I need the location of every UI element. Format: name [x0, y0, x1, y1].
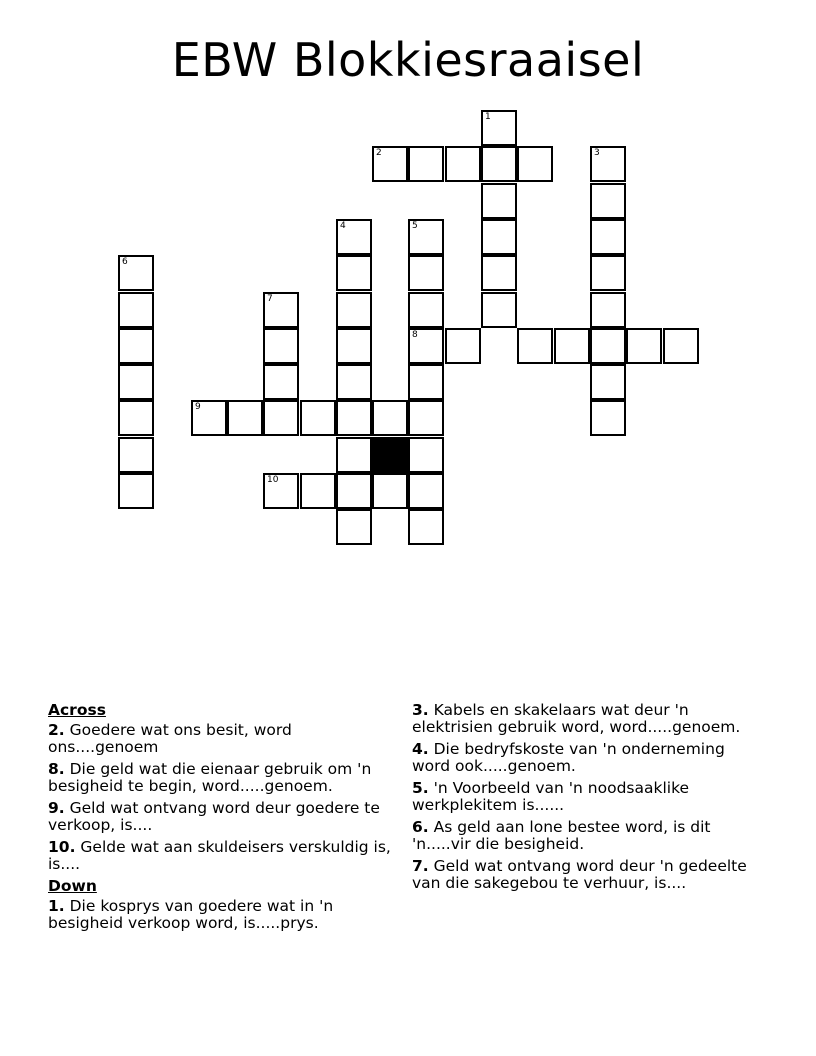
grid-cell[interactable] — [590, 400, 626, 436]
grid-cell[interactable] — [263, 292, 299, 328]
grid-cell[interactable] — [590, 292, 626, 328]
grid-cell[interactable] — [517, 146, 553, 182]
grid-cell[interactable] — [191, 400, 227, 436]
grid-cell[interactable] — [590, 328, 626, 364]
grid-cell[interactable] — [408, 292, 444, 328]
clue-number: 3 — [594, 148, 600, 158]
grid-cell[interactable] — [372, 473, 408, 509]
grid-cell[interactable] — [118, 328, 154, 364]
grid-cell[interactable] — [408, 400, 444, 436]
grid-cell[interactable] — [663, 328, 699, 364]
clue-number: 1 — [485, 112, 491, 122]
clue-down-4: 4. Die bedryfskoste van 'n onderneming word ook.....genoem. — [412, 740, 725, 775]
clue-across-8: 8. Die geld wat die eienaar gebruik om 'n besigheid te begin, word.....genoem. — [48, 760, 372, 795]
grid-cell[interactable] — [118, 364, 154, 400]
clue-across-2: 2. Goedere wat ons besit, word ons....genoem — [48, 721, 292, 756]
clue-down-1: 1. Die kosprys van goedere wat in 'n besigheid verkoop word, is.....prys. — [48, 897, 334, 932]
grid-cell[interactable] — [481, 183, 517, 219]
clue-number: 9 — [195, 402, 201, 412]
grid-cell[interactable] — [481, 292, 517, 328]
grid-cell[interactable] — [590, 146, 626, 182]
grid-cell[interactable] — [408, 473, 444, 509]
clue-number: 5 — [412, 221, 418, 231]
grid-cell[interactable] — [590, 364, 626, 400]
grid-cell[interactable] — [372, 400, 408, 436]
grid-cell[interactable] — [336, 473, 372, 509]
grid-cell[interactable] — [408, 328, 444, 364]
grid-cell[interactable] — [408, 364, 444, 400]
grid-cell[interactable] — [263, 328, 299, 364]
grid-cell[interactable] — [336, 400, 372, 436]
grid-cell[interactable] — [336, 364, 372, 400]
grid-cell[interactable] — [481, 110, 517, 146]
grid-cell[interactable] — [445, 328, 481, 364]
clue-across-10: 10. Gelde wat aan skuldeisers verskuldig is, is.... — [48, 838, 391, 873]
grid-cell[interactable] — [336, 255, 372, 291]
grid-cell[interactable] — [263, 400, 299, 436]
grid-cell[interactable] — [300, 400, 336, 436]
grid-cell[interactable] — [227, 400, 263, 436]
clue-number: 8 — [412, 330, 418, 340]
clue-down-3: 3. Kabels en skakelaars wat deur 'n elektrisien gebruik word, word.....genoem. — [412, 701, 741, 736]
grid-cell[interactable] — [263, 364, 299, 400]
grid-cell[interactable] — [554, 328, 590, 364]
grid-cell[interactable] — [408, 219, 444, 255]
grid-cell[interactable] — [590, 183, 626, 219]
clue-number: 6 — [122, 257, 128, 267]
grid-cell[interactable] — [336, 292, 372, 328]
clue-number: 2 — [376, 148, 382, 158]
grid-cell[interactable] — [372, 146, 408, 182]
grid-cell[interactable] — [445, 146, 481, 182]
grid-cell[interactable] — [590, 219, 626, 255]
grid-cell[interactable] — [336, 219, 372, 255]
grid-cell[interactable] — [336, 509, 372, 545]
grid-cell[interactable] — [118, 255, 154, 291]
clues-right-column — [412, 702, 757, 897]
grid-cell[interactable] — [590, 255, 626, 291]
grid-cell[interactable] — [481, 219, 517, 255]
grid-cell[interactable] — [336, 437, 372, 473]
grid-cell[interactable] — [118, 473, 154, 509]
down-heading: Down — [48, 877, 97, 895]
grid-cell[interactable] — [300, 473, 336, 509]
grid-cell[interactable] — [481, 146, 517, 182]
grid-cell[interactable] — [481, 255, 517, 291]
grid-cell[interactable] — [118, 292, 154, 328]
clue-number: 4 — [340, 221, 346, 231]
clue-number: 7 — [267, 294, 273, 304]
clue-down-6: 6. As geld aan lone bestee word, is dit 'n.....vir die besigheid. — [412, 818, 711, 853]
clue-down-7: 7. Geld wat ontvang word deur 'n gedeelte van die sakegebou te verhuur, is.... — [412, 857, 747, 892]
grid-cell[interactable] — [408, 255, 444, 291]
clue-number: 10 — [267, 475, 279, 485]
grid-cell[interactable] — [408, 437, 444, 473]
blocked-cell — [372, 437, 408, 473]
grid-cell[interactable] — [263, 473, 299, 509]
clue-down-5: 5. 'n Voorbeeld van 'n noodsaaklike werkplekitem is...... — [412, 779, 690, 814]
grid-cell[interactable] — [118, 437, 154, 473]
grid-cell[interactable] — [336, 328, 372, 364]
grid-cell[interactable] — [408, 509, 444, 545]
grid-cell[interactable] — [408, 146, 444, 182]
clue-across-9: 9. Geld wat ontvang word deur goedere te verkoop, is.... — [48, 799, 380, 834]
clues-left-column — [48, 702, 393, 937]
grid-cell[interactable] — [517, 328, 553, 364]
grid-cell[interactable] — [118, 400, 154, 436]
grid-cell[interactable] — [626, 328, 662, 364]
puzzle-title: EBW Blokkiesraaisel — [171, 33, 645, 87]
across-heading: Across — [48, 701, 106, 719]
